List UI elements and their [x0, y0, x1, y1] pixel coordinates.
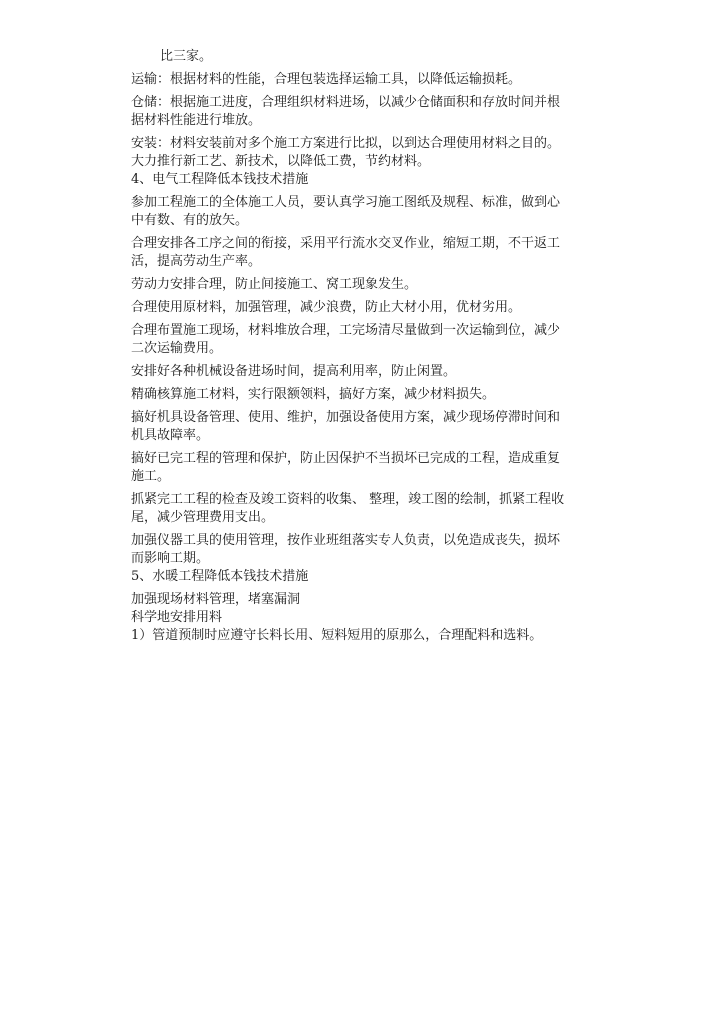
- text-line: 合理布置施工现场，材料堆放合理，工完场清尽量做到一次运输到位，减少: [131, 323, 561, 338]
- text-line: 据材料性能进行堆放。: [131, 113, 262, 128]
- text-line: 搞好机具设备管理、使用、维护，加强设备使用方案，减少现场停滞时间和: [131, 410, 561, 425]
- text-line: 施工。: [131, 469, 171, 484]
- text-line: 劳动力安排合理，防止间接施工、窝工现象发生。: [131, 277, 418, 292]
- text-line: 安装：材料安装前对多个施工方案进行比拟，以到达合理使用材料之目的。: [131, 136, 561, 151]
- text-line: 科学地安排用料: [131, 610, 223, 625]
- text-line: 安排好各种机械设备进场时间，提高利用率，防止闲置。: [131, 364, 457, 379]
- text-line: 活，提高劳动生产率。: [131, 254, 262, 269]
- text-line: 机具故障率。: [131, 428, 210, 443]
- text-line: 大力推行新工艺、新技术，以降低工费，节约材料。: [131, 154, 431, 169]
- text-line: 尾，减少管理费用支出。: [131, 510, 275, 525]
- text-line: 仓储：根据施工进度，合理组织材料进场，以减少仓储面积和存放时间并根: [131, 95, 561, 110]
- text-line: 合理使用原材料，加强管理，减少浪费，防止大材小用，优材劣用。: [131, 300, 522, 315]
- text-line: 运输：根据材料的性能，合理包装选择运输工具，以降低运输损耗。: [131, 72, 522, 87]
- text-line: 而影响工期。: [131, 551, 210, 566]
- section-heading: 5、水暖工程降低本钱技术措施: [131, 569, 309, 584]
- section-heading: 4、电气工程降低本钱技术措施: [131, 172, 309, 187]
- text-line: 参加工程施工的全体施工人员，要认真学习施工图纸及规程、标准，做到心: [131, 195, 561, 210]
- text-line: 比三家。: [160, 49, 213, 64]
- text-line: 抓紧完工工程的检查及竣工资料的收集、 整理，竣工图的绘制，抓紧工程收: [131, 492, 565, 507]
- text-line: 中有数、有的放矢。: [131, 213, 249, 228]
- text-line: 精确核算施工材料，实行限额领料，搞好方案，减少材料损失。: [131, 387, 496, 402]
- document-body: [131, 48, 601, 645]
- text-line: 搞好已完工程的管理和保护，防止因保护不当损坏已完成的工程，造成重复: [131, 451, 561, 466]
- text-line: 加强现场材料管理，堵塞漏洞: [131, 592, 301, 607]
- text-line: 1）管道预制时应遵守长料长用、短料短用的原那么，合理配料和选料。: [131, 628, 543, 643]
- text-line: 合理安排各工序之间的衔接，采用平行流水交叉作业，缩短工期，不干返工: [131, 236, 561, 251]
- text-line: 二次运输费用。: [131, 341, 223, 356]
- text-line: 加强仪器工具的使用管理，按作业班组落实专人负责，以免造成丧失，损坏: [131, 533, 561, 548]
